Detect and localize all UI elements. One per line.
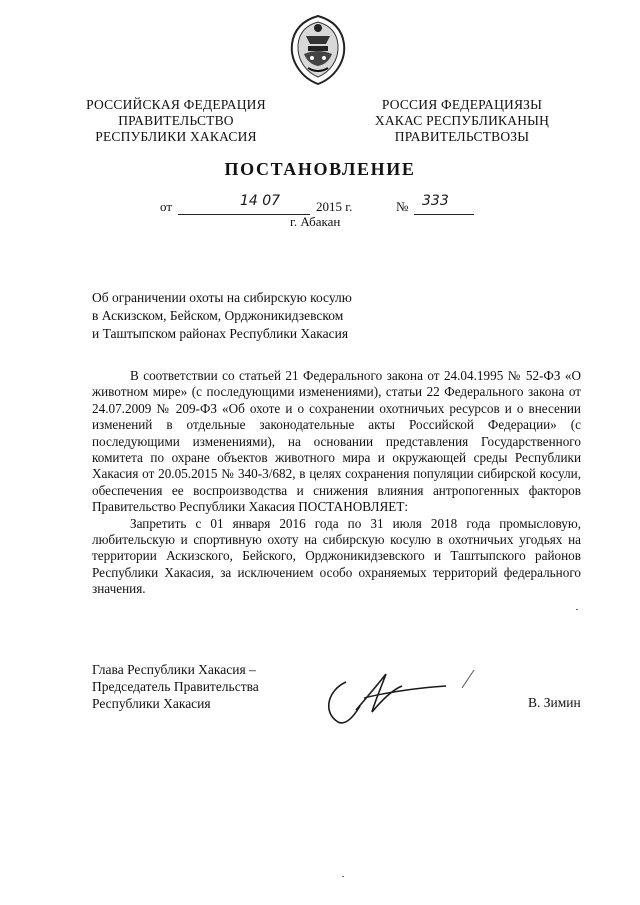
number-handwritten: 333: [422, 193, 449, 209]
year-label: 2015 г.: [316, 199, 353, 214]
number-underline: [414, 214, 474, 215]
signatory-title: [92, 661, 259, 712]
header-left-line: РОССИЙСКАЯ ФЕДЕРАЦИЯ: [86, 97, 266, 112]
document-body: [92, 368, 581, 598]
body-paragraph-1: В соответствии со статьей 21 Федерального закона от 24.04.1995 № 52-ФЗ «О животном мире» (с последующими изменениями), статьи 22 Федерального закона от 24.07.2009 № 209-ФЗ «Об охоте и о сохранении охотничьих ресурсов и о внесении изменений в отдельные законодательные акты Российской Федерации» (с последующими изменениями), на основании представления Государственного комитета по охране объектов животного мира и окружающей среды Республики Хакасия от 20.05.2015 № 340-3/682, в целях сохранения популяции сибирской косули, обеспечения ее воспроизводства и снижения влияния антропогенных факторов Правительство Республики Хакасия ПОСТАНОВЛЯЕТ:: [92, 368, 581, 515]
coat-of-arms-emblem: [286, 14, 350, 86]
header-left-block: [76, 97, 276, 145]
signatory-name: В. Зимин: [528, 695, 581, 710]
document-title: ПОСТАНОВЛЕНИЕ: [224, 159, 416, 179]
signatory-line: Глава Республики Хакасия –: [92, 662, 256, 677]
subject-line: в Аскизском, Бейском, Орджоникидзевском: [92, 308, 344, 323]
header-right-line: ПРАВИТЕЛЬСТВОЗЫ: [394, 129, 530, 144]
handwritten-signature: [316, 660, 486, 730]
signatory-line: Республики Хакасия: [92, 696, 211, 711]
document-subject: [92, 289, 392, 343]
header-left-line: ПРАВИТЕЛЬСТВО: [118, 113, 234, 128]
header-right-line: РОССИЯ ФЕДЕРАЦИЯЗЫ: [381, 97, 543, 112]
body-paragraph-2: Запретить с 01 января 2016 года по 31 июля 2018 года промысловую, любительскую и спортивную охоту на сибирскую косулю в охотничьих угодьях на территории Аскизского, Бейского, Орджоникидзевского и Таштыпского районов Республики Хакасия, за исключением особо охраняемых территорий федерального значения.: [92, 515, 581, 597]
header-right-line: ХАКАС РЕСПУБЛИКАНЫҢ: [374, 113, 550, 128]
date-handwritten: 14 07: [240, 193, 281, 209]
header-right-block: [362, 97, 562, 145]
scan-speck: [576, 609, 578, 610]
signatory-line: Председатель Правительства: [92, 679, 259, 694]
city-label: г. Абакан: [290, 214, 341, 229]
header-left-line: РЕСПУБЛИКИ ХАКАСИЯ: [95, 129, 257, 144]
number-label: №: [396, 199, 409, 214]
subject-line: и Таштыпском районах Республики Хакасия: [92, 326, 349, 341]
subject-line: Об ограничении охоты на сибирскую косулю: [92, 290, 352, 305]
date-prefix: от: [160, 199, 173, 214]
scan-speck: [342, 876, 344, 877]
